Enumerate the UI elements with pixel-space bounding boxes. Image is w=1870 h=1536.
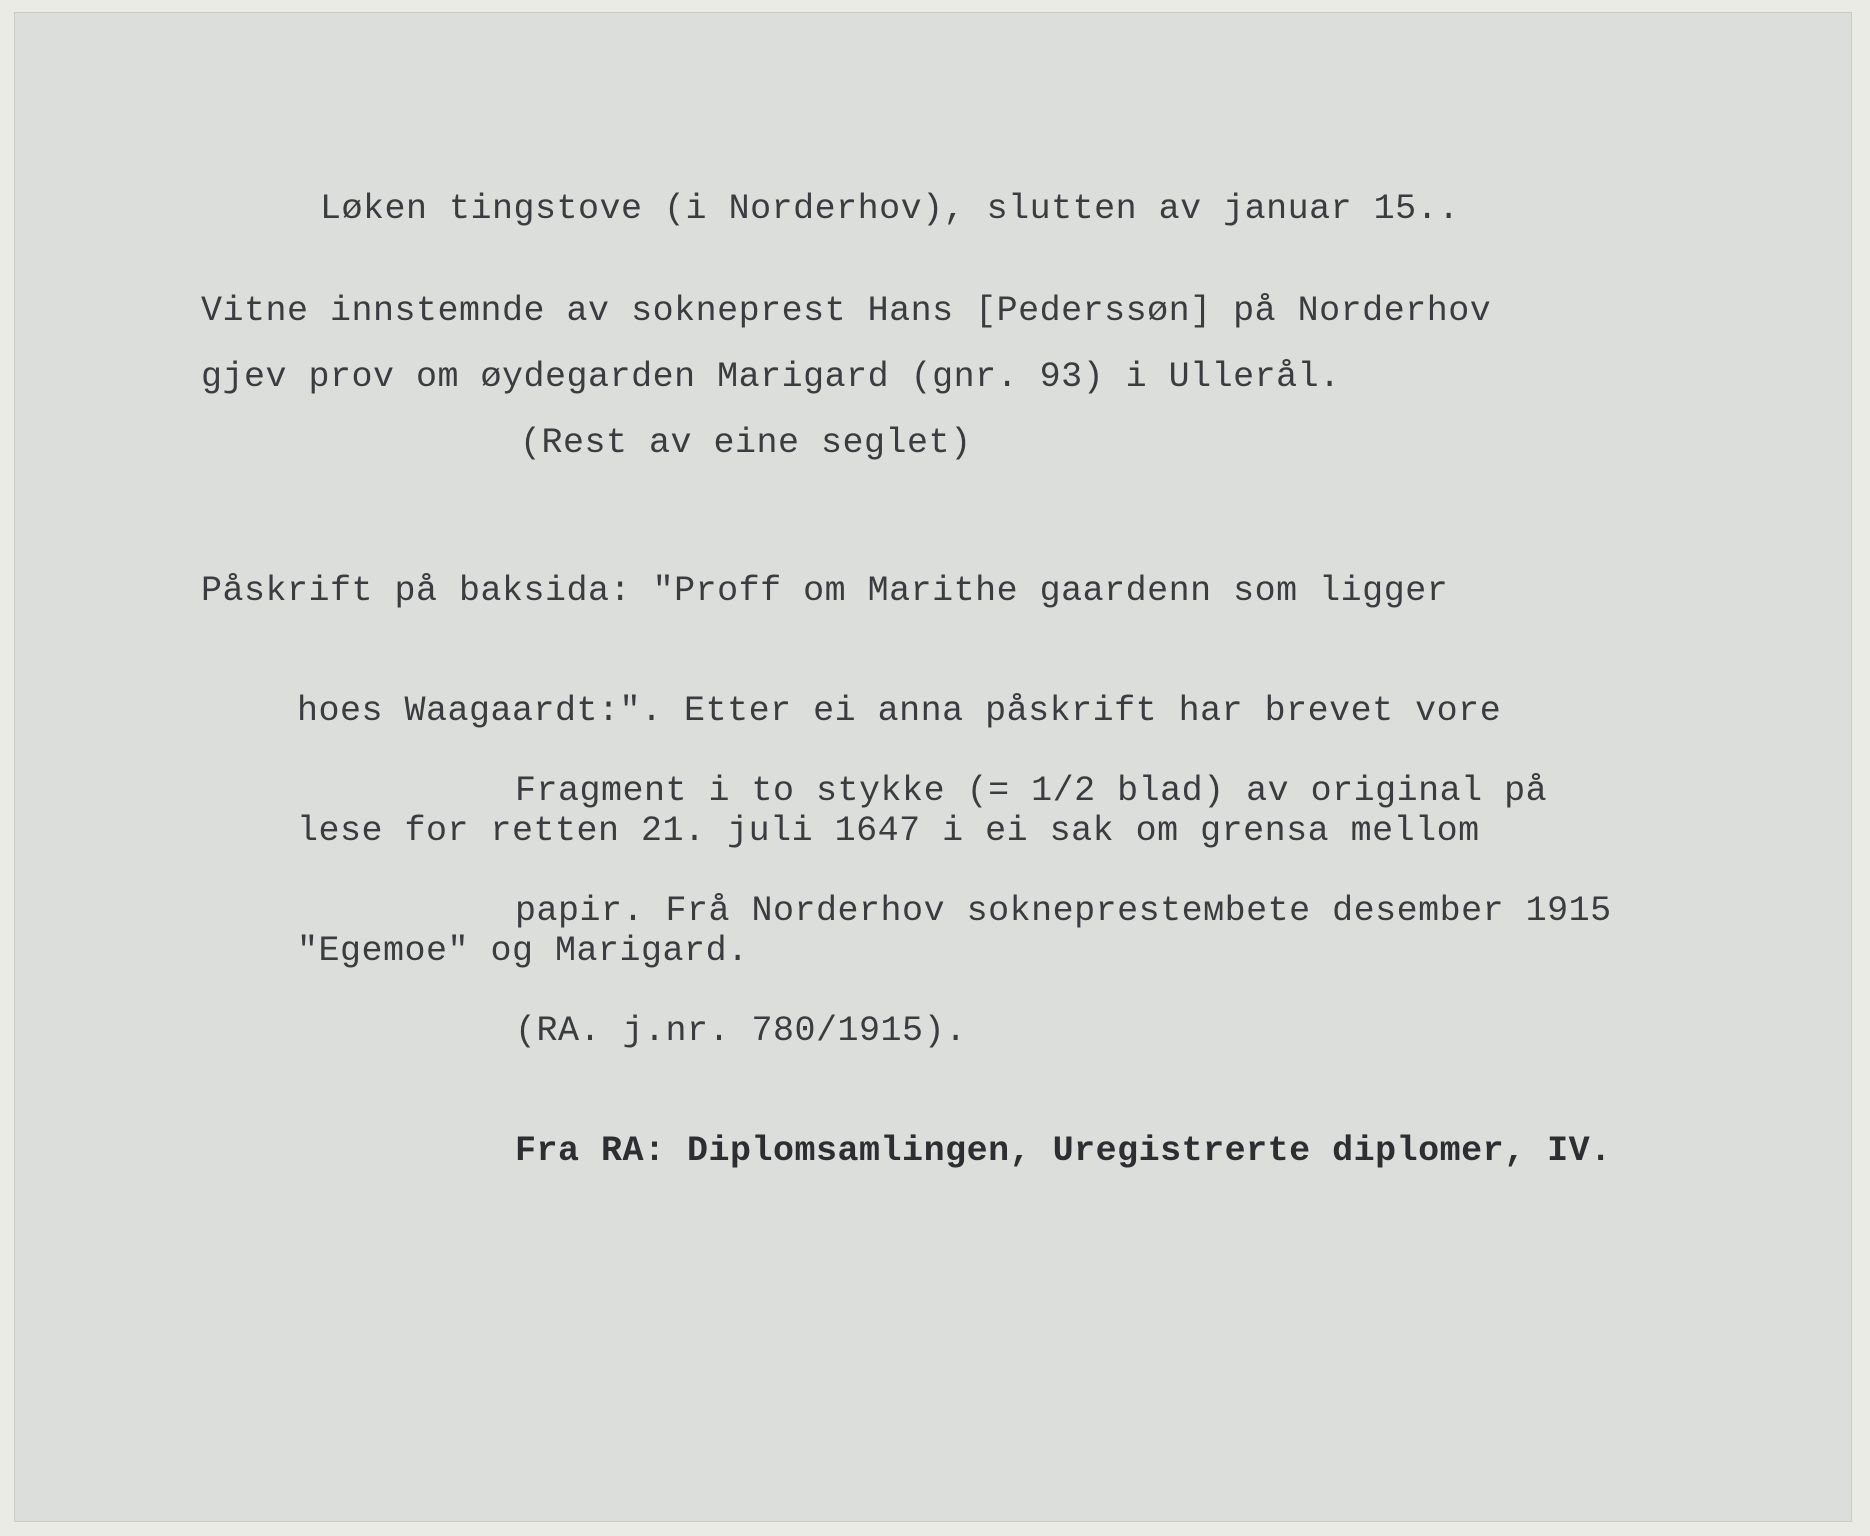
document-card [14,12,1852,1522]
endorsement-line-4: "Egemoe" og Marigard. [297,931,749,971]
provenance-paragraph [515,691,1612,1251]
endorsement-line-3: lese for retten 21. juli 1647 i ei sak om grensa mellom [297,811,1480,851]
summary-line-1: Vitne innstemnde av sokneprest Hans [Pederssøn] på Norderhov [201,291,1492,331]
summary-line-2: gjev prov om øydegarden Marigard (gnr. 93) i Ullerål. [201,357,1341,397]
seal-note: (Rest av eine seglet) [520,423,972,463]
endorsement-line-1: Påskrift på baksida: "Proff om Marithe gaardenn som ligger [201,571,1449,611]
source-line: Fra RA: Diplomsamlingen, Uregistrerte diplomer, IV. [515,1131,1612,1171]
provenance-line-3: (RA. j.nr. 780/1915). [515,1011,967,1051]
endorsement-line-2: hoes Waagaardt:". Etter ei anna påskrift har brevet vore [297,691,1502,731]
place-date-heading: Løken tingstove (i Norderhov), slutten av januar 15.. [320,189,1460,229]
provenance-line-1: Fragment i to stykke (= 1/2 blad) av original på [515,771,1548,811]
provenance-line-2: papir. Frå Norderhov soknepresteмbete desember 1915 [515,891,1612,931]
